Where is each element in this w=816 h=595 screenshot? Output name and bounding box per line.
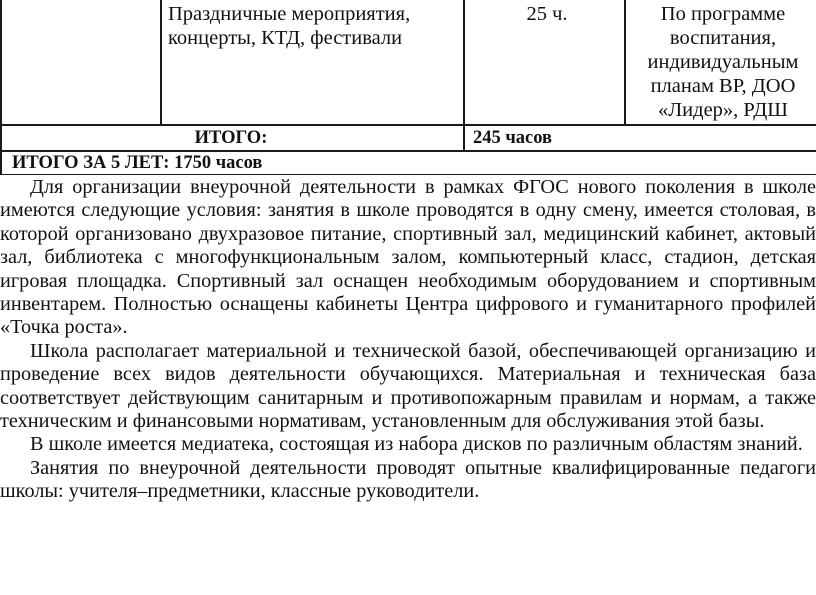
paragraph: Занятия по внеурочной деятельности проводят опытные квалифицированные педагоги школы: учителя–предметники, классные руководители. <box>0 456 816 503</box>
total-label: ИТОГО: <box>194 128 268 148</box>
total-5-years: ИТОГО ЗА 5 ЛЕТ: 1750 часов <box>12 153 263 173</box>
paragraph: Школа располагает материальной и технической базой, обеспечивающей организацию и проведение всех видов деятельности обучающихся. Материальная и техническая база соответствует действующим санитарным и противопожарным правилам и нормам, а также техническим и финансовыми нормативам, установленным для обслуживания этой базы. <box>0 339 816 433</box>
table-line <box>463 0 465 152</box>
paragraph: В школе имеется медиатека, состоящая из набора дисков по различным областям знаний. <box>30 433 803 456</box>
table-line <box>624 0 626 125</box>
total-value: 245 часов <box>473 128 553 148</box>
body-text <box>0 176 816 504</box>
hours-cell: 25 ч. <box>526 3 568 25</box>
table-line <box>160 0 162 125</box>
activity-cell: Праздничные мероприятия, концерты, КТД, фестивали <box>168 3 411 49</box>
paragraph: Для организации внеурочной деятельности в рамках ФГОС нового поколения в школе имеются следующие условия: занятия в школе проводятся в одну смену, имеется столовая, в которой организовано двухразовое питание, спортивный зал, медицинский кабинет, актовый зал, библиотека с многофункциональным залом, компьютерный класс, стадион, детская игровая площадка. Спортивный зал оснащен необходимым оборудованием и спортивным инвентарем. Полностью оснащены кабинеты Центра цифрового и гуманитарного профилей «Точка роста». <box>0 176 816 339</box>
hours-table <box>0 0 816 175</box>
basis-cell: По программе воспитания, индивидуальным планам ВР, ДОО «Лидер», РДШ <box>647 3 799 121</box>
